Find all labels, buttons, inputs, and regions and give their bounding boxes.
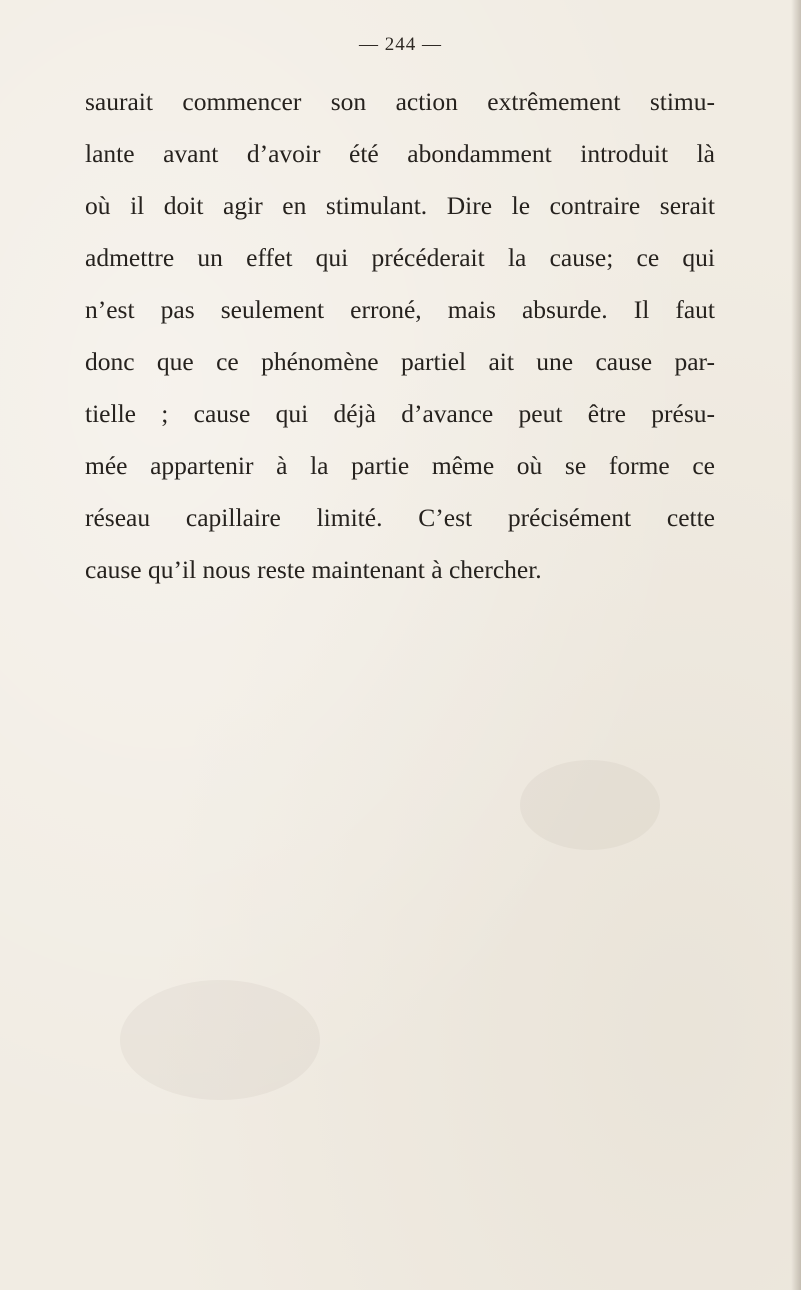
paper-stain (120, 980, 320, 1100)
text-line: donc que ce phénomène partiel ait une cause par- (85, 347, 715, 376)
page-edge-shadow (791, 0, 801, 1290)
text-line: mée appartenir à la partie même où se forme ce (85, 451, 715, 480)
text-line: réseau capillaire limité. C’est précisément cette (85, 503, 715, 532)
text-line: admettre un effet qui précéderait la cause; ce qui (85, 243, 715, 272)
body-text (85, 76, 715, 596)
paper-stain (520, 760, 660, 850)
text-line: où il doit agir en stimulant. Dire le contraire serait (85, 191, 715, 220)
text-line: tielle ; cause qui déjà d’avance peut être présu- (85, 399, 715, 428)
page-number: — 244 — (359, 34, 442, 55)
text-line: n’est pas seulement erroné, mais absurde. Il faut (85, 295, 715, 324)
text-line-last: cause qu’il nous reste maintenant à chercher. (85, 555, 542, 584)
text-line: saurait commencer son action extrêmement stimu- (85, 87, 715, 116)
text-line: lante avant d’avoir été abondamment introduit là (85, 139, 715, 168)
